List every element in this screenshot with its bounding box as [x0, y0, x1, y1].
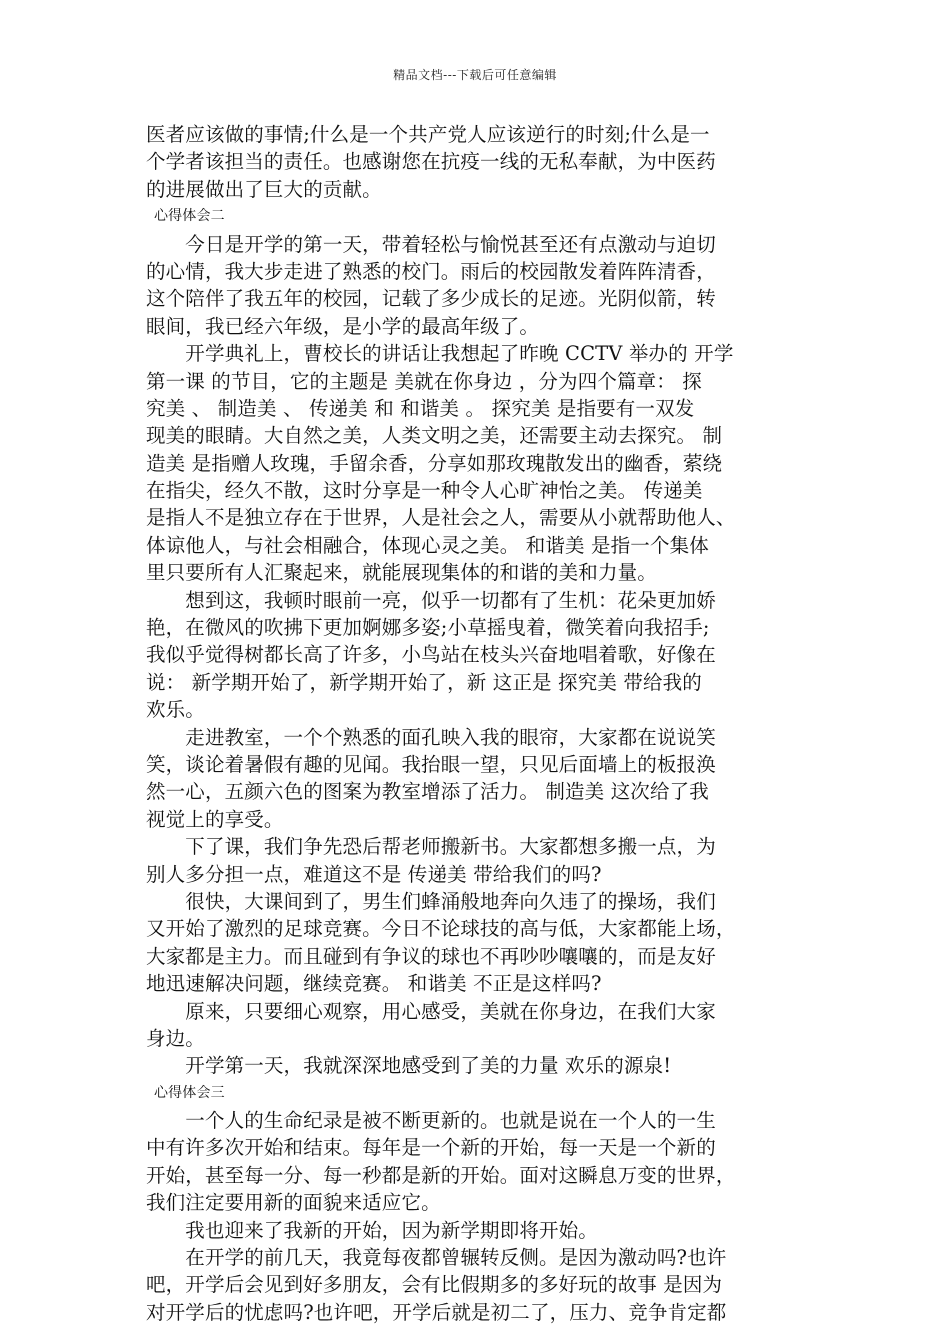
paragraph-line: 开始，甚至每一分、每一秒都是新的开始。面对这瞬息万变的世界，: [146, 1163, 736, 1187]
paragraph-line: 艳，在微风的吹拂下更加婀娜多姿;小草摇曳着，微笑着向我招手;: [146, 616, 710, 640]
paragraph-line: 我似乎觉得树都长高了许多，小鸟站在枝头兴奋地唱着歌，好像在: [146, 643, 716, 667]
paragraph-line: 原来，只要细心观察，用心感受，美就在你身边，在我们大家: [146, 999, 716, 1023]
paragraph-line: 一个人的生命纪录是被不断更新的。也就是说在一个人的一生: [146, 1109, 716, 1133]
paragraph-line: 现美的眼睛。大自然之美，人类文明之美，还需要主动去探究。 制: [146, 424, 723, 448]
paragraph-line: 别人多分担一点，难道这不是 传递美 带给我们的吗?: [146, 862, 602, 886]
paragraph-line: 想到这，我顿时眼前一亮，似乎一切都有了生机：花朵更加娇: [146, 588, 716, 612]
paragraph-line: 走进教室，一个个熟悉的面孔映入我的眼帘，大家都在说说笑: [146, 725, 716, 749]
paragraph-line: 我也迎来了我新的开始，因为新学期即将开始。: [146, 1218, 598, 1242]
section-heading: 心得体会二: [154, 208, 225, 225]
paragraph-line: 体谅他人，与社会相融合，体现心灵之美。 和谐美 是指一个集体: [146, 533, 709, 557]
paragraph-line: 的心情，我大步走进了熟悉的校门。雨后的校园散发着阵阵清香，: [146, 259, 716, 283]
paragraph-line: 第一课 的节目，它的主题是 美就在你身边 ，分为四个篇章： 探: [146, 369, 702, 393]
paragraph-line: 今日是开学的第一天，带着轻松与愉悦甚至还有点激动与迫切: [146, 232, 716, 256]
page-header-watermark: 精品文档---下载后可任意编辑: [393, 68, 557, 82]
paragraph-line: 个学者该担当的责任。也感谢您在抗疫一线的无私奉献，为中医药: [146, 150, 716, 174]
paragraph-line: 又开始了激烈的足球竞赛。今日不论球技的高与低，大家都能上场，: [146, 917, 736, 941]
paragraph-line: 对开学后的忧虑吗?也许吧，开学后就是初二了，压力、竞争肯定都: [146, 1300, 727, 1324]
paragraph-line: 开学典礼上，曹校长的讲话让我想起了昨晚 CCTV 举办的 开学: [146, 342, 734, 366]
paragraph-line: 很快，大课间到了，男生们蜂涌般地奔向久违了的操场，我们: [146, 889, 716, 913]
paragraph-line: 医者应该做的事情;什么是一个共产党人应该逆行的时刻;什么是一: [146, 123, 710, 146]
paragraph-line: 在开学的前几天，我竟每夜都曾辗转反侧。是因为激动吗?也许: [146, 1246, 727, 1270]
paragraph-line: 我们注定要用新的面貌来适应它。: [146, 1191, 441, 1215]
paragraph-line: 中有许多次开始和结束。每年是一个新的开始，每一天是一个新的: [146, 1136, 716, 1160]
paragraph-line: 吧，开学后会见到好多朋友，会有比假期多的多好玩的故事 是因为: [146, 1273, 723, 1297]
paragraph-line: 是指人不是独立存在于世界，人是社会之人，需要从小就帮助他人、: [146, 506, 736, 530]
paragraph-line: 造美 是指赠人玫瑰，手留余香，分享如那玫瑰散发出的幽香，萦绕: [146, 451, 723, 475]
paragraph-line: 笑，谈论着暑假有趣的见闻。我抬眼一望，只见后面墙上的板报涣: [146, 752, 716, 776]
paragraph-line: 地迅速解决问题，继续竞赛。 和谐美 不正是这样吗?: [146, 972, 602, 996]
paragraph-line: 说： 新学期开始了，新学期开始了，新 这正是 探究美 带给我的: [146, 670, 702, 694]
document-body: [146, 121, 818, 1326]
section-heading: 心得体会三: [154, 1084, 225, 1101]
paragraph-line: 然一心，五颜六色的图案为教室增添了活力。 制造美 这次给了我: [146, 780, 709, 804]
paragraph-line: 这个陪伴了我五年的校园，记载了多少成长的足迹。光阴似箭，转: [146, 287, 716, 311]
paragraph-line: 开学第一天，我就深深地感受到了美的力量 欢乐的源泉!: [146, 1054, 672, 1078]
paragraph-line: 欢乐。: [146, 698, 205, 722]
paragraph-line: 里只要所有人汇聚起来，就能展现集体的和谐的美和力量。: [146, 561, 657, 585]
paragraph-line: 的进展做出了巨大的贡献。: [146, 177, 382, 201]
paragraph-line: 究美 、 制造美 、 传递美 和 和谐美 。 探究美 是指要有一双发: [146, 396, 695, 420]
paragraph-line: 下了课，我们争先恐后帮老师搬新书。大家都想多搬一点，为: [146, 835, 716, 859]
paragraph-line: 在指尖，经久不散，这时分享是一种令人心旷神怡之美。 传递美: [146, 479, 703, 503]
paragraph-line: 视觉上的享受。: [146, 807, 284, 831]
paragraph-line: 身边。: [146, 1026, 205, 1050]
paragraph-line: 眼间，我已经六年级，是小学的最高年级了。: [146, 314, 540, 338]
paragraph-line: 大家都是主力。而且碰到有争议的球也不再吵吵嚷嚷的，而是友好: [146, 944, 716, 968]
